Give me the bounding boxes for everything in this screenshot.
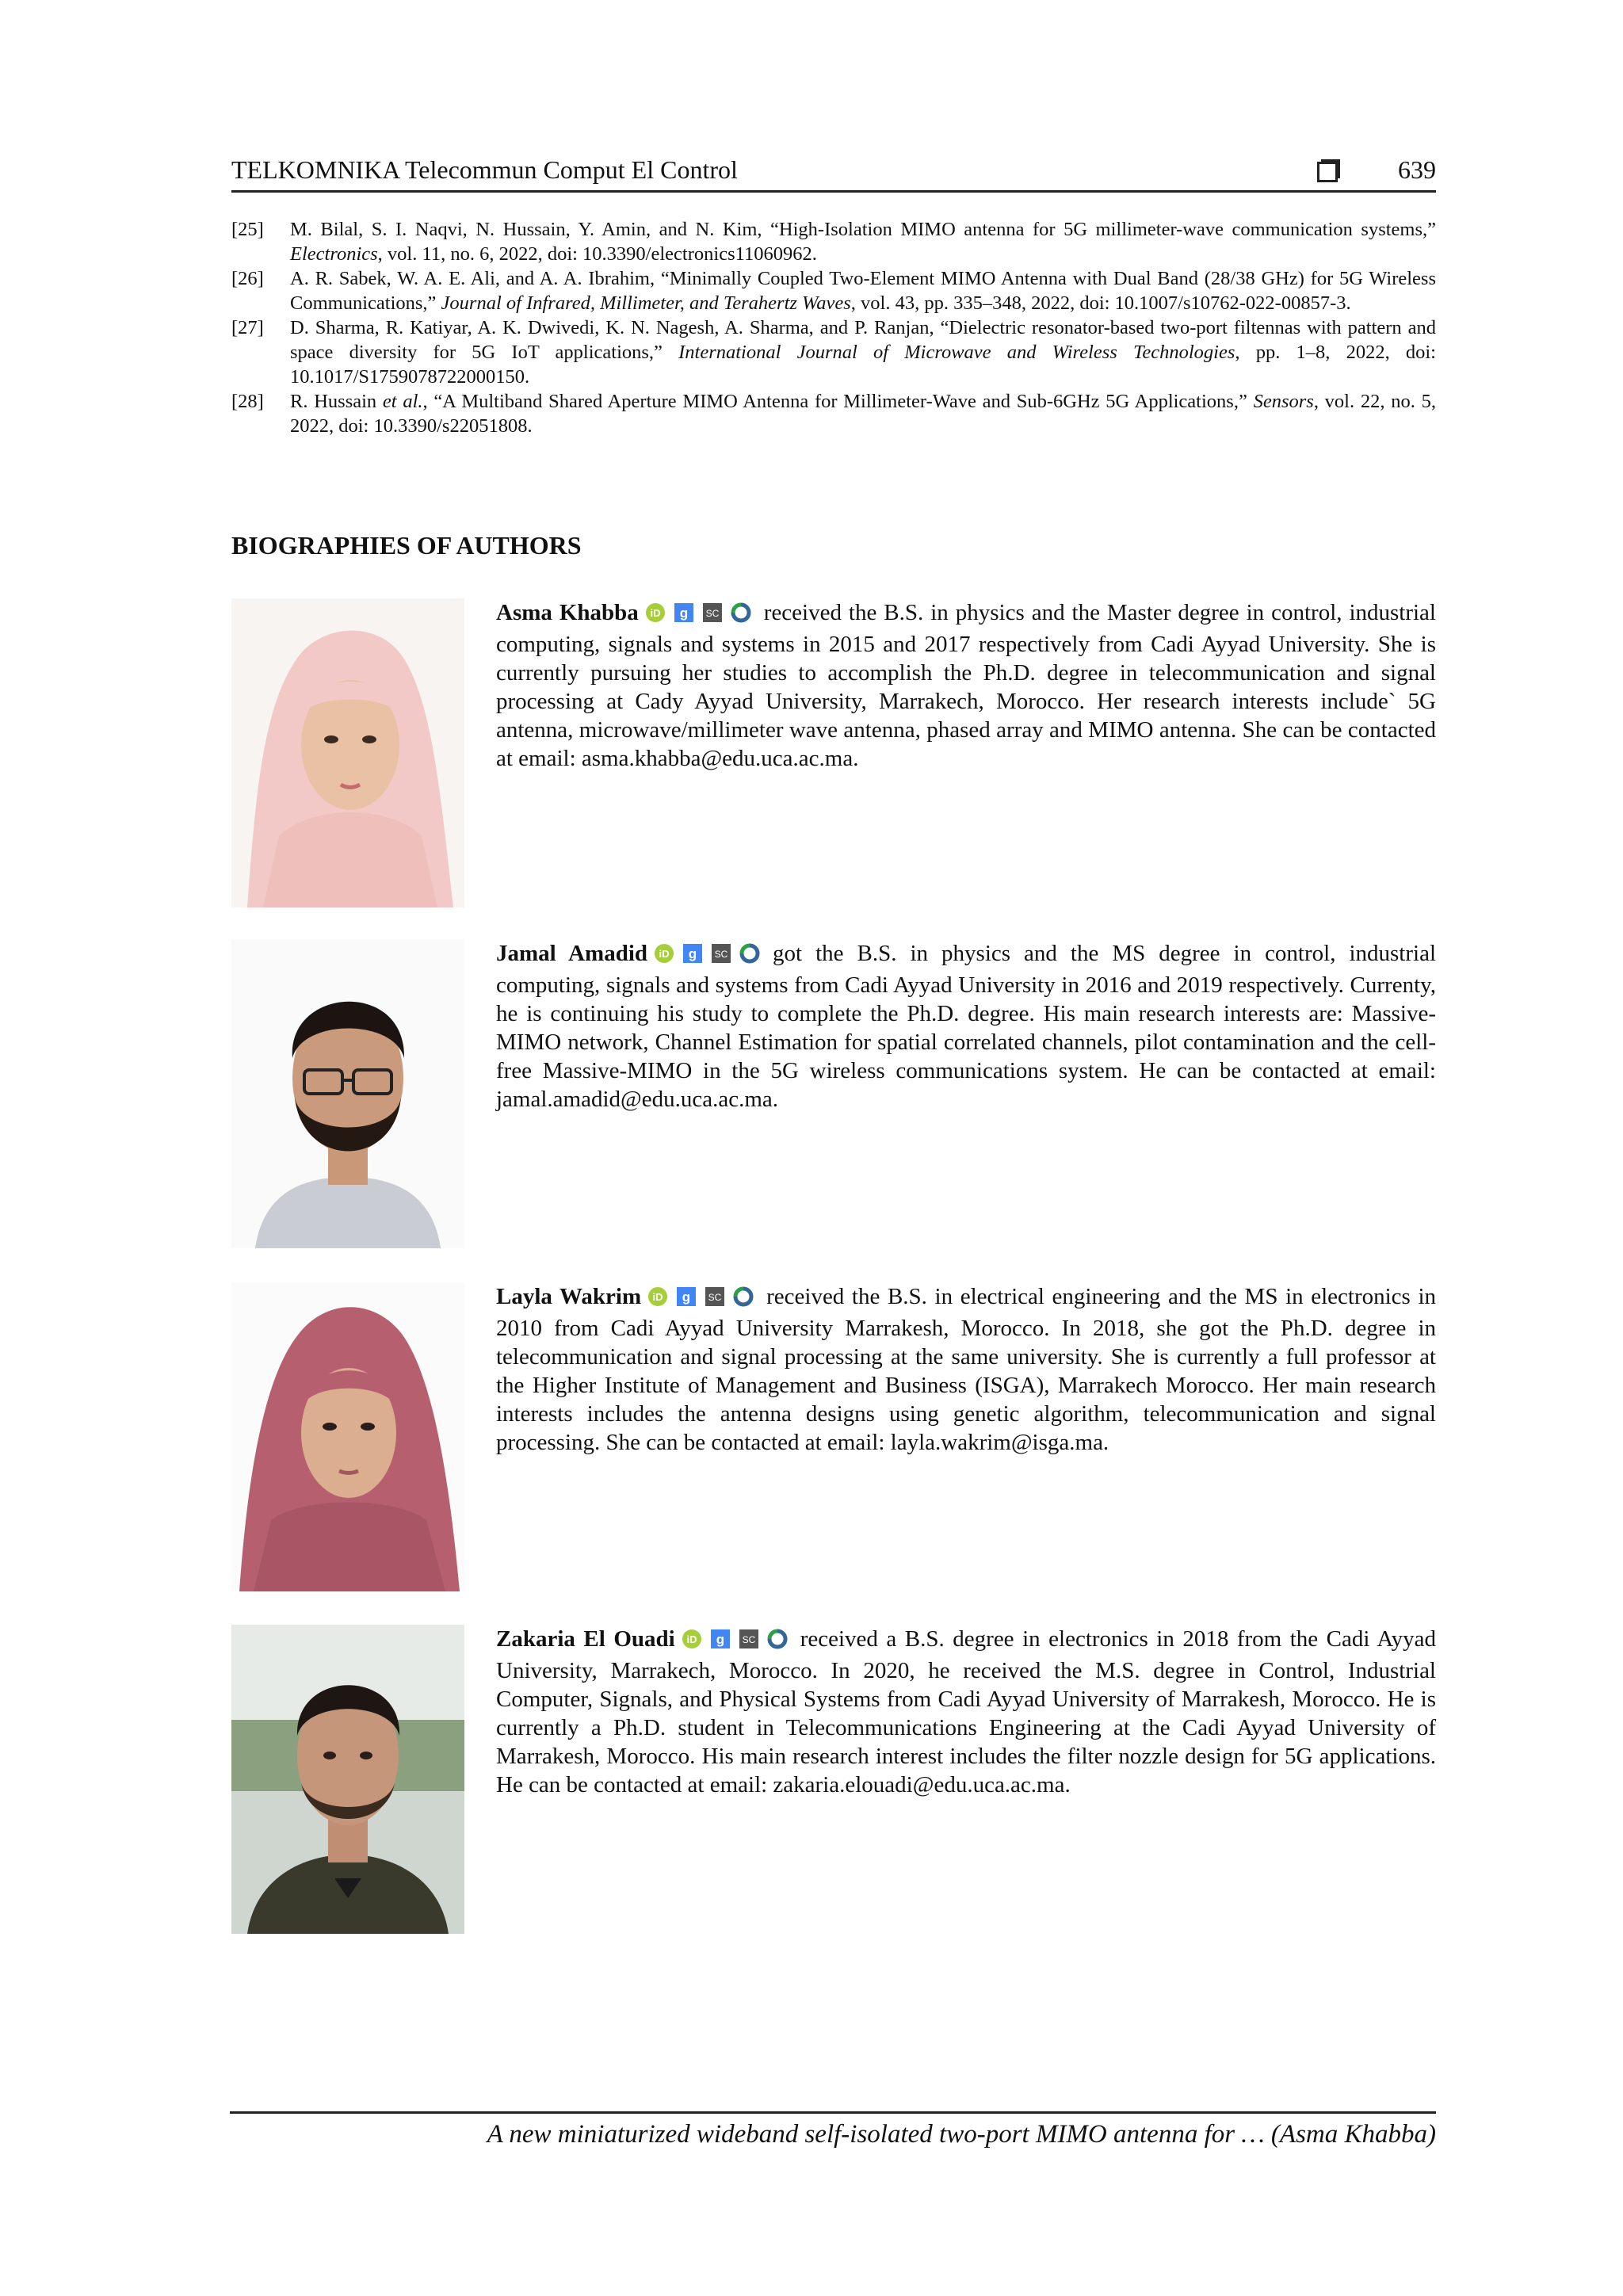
scopus-icon[interactable] — [702, 602, 723, 630]
svg-text:iD: iD — [650, 607, 661, 620]
section-title: BIOGRAPHIES OF AUTHORS — [231, 531, 582, 560]
author-photo — [231, 598, 464, 907]
running-title: A new miniaturized wideband self-isolated two-port MIMO antenna for … (Asma Khabba) — [487, 2120, 1436, 2149]
page-number: 639 — [1398, 155, 1436, 184]
svg-text:g: g — [679, 606, 688, 621]
svg-text:iD: iD — [659, 948, 670, 961]
orcid-icon[interactable] — [645, 602, 666, 630]
reference-number: [27] — [231, 317, 264, 338]
author-photo — [231, 939, 464, 1248]
author-profile-links — [645, 600, 759, 630]
reference-number: [25] — [231, 219, 264, 240]
google-scholar-icon[interactable] — [674, 602, 694, 630]
author-profile-links — [647, 1284, 762, 1314]
reference-number: [28] — [231, 391, 264, 412]
reference-item — [231, 315, 1436, 389]
reference-number: [26] — [231, 268, 264, 289]
svg-text:g: g — [716, 1632, 724, 1648]
google-scholar-icon[interactable] — [676, 1286, 697, 1314]
author-bio — [231, 598, 1436, 909]
author-bio-body: got the B.S. in physics and the MS degree in control, industrial computing, signals and systems from Cadi Ayyad University in 2016 and 2019 respectively. Currenty, he is continuing his study to complete the Ph.D. degree. His main research interests are: Massive-MIMO network, Channel Estimation for spatial correlated channels, pilot contamination and the cell-free Massive-MIMO in the 5G wireless communications system. He can be contacted at email: jamal.amadid@edu.uca.ac.ma. — [496, 941, 1436, 1113]
checkbox-square-icon — [1317, 162, 1338, 182]
author-profile-links — [654, 941, 768, 971]
author-bio — [231, 1625, 1436, 1935]
svg-text:SC: SC — [742, 1634, 756, 1646]
author-bio-body: received the B.S. in electrical engineering and the MS in electronics in 2010 from Cadi Ayyad University Marrakesh, Morocco. In 2018, she got the Ph.D. degree in telecommunication and signal processing at the same university. She is currently a full professor at the Higher Institute of Management and Business (ISGA), Marrakech Morocco. Her main research interests includes the antenna designs using genetic algorithm, telecommunication and signal processing. She can be contacted at email: layla.wakrim@isga.ma. — [496, 1284, 1437, 1456]
publons-icon[interactable] — [731, 602, 751, 630]
author-name: Zakaria El Ouadi — [496, 1626, 675, 1652]
author-bio-body: received a B.S. degree in electronics in 2018 from the Cadi Ayyad University, Marrakech, Morocco. In 2020, he received the M.S. degree in Control, Industrial Computer, Signals, and Physical Systems from Cadi Ayyad University of Marrakesh, Morocco. He is currently a Ph.D. student in Telecommunications Engineering at the Cadi Ayyad University of Marrakesh, Morocco. His main research interest includes the filter nozzle design for 5G applications. He can be contacted at email: zakaria.elouadi@edu.uca.ac.ma. — [496, 1626, 1437, 1798]
author-photo — [231, 1625, 464, 1934]
reference-text: R. Hussain et al., “A Multiband Shared Aperture MIMO Antenna for Millimeter-Wave and Sub-6GHz 5G Applications,” Sensors, vol. 22, no. 5, 2022, doi: 10.3390/s22051808. — [290, 391, 1436, 437]
google-scholar-icon[interactable] — [682, 942, 703, 971]
svg-text:g: g — [682, 1289, 691, 1305]
author-name: Jamal Amadid — [496, 941, 648, 966]
publons-icon[interactable] — [739, 942, 760, 971]
author-bio-body: received the B.S. in physics and the Master degree in control, industrial computing, signals and systems in 2015 and 2017 respectively from Cadi Ayyad University. She is currently pursuing her studies to accomplish the Ph.D. degree in telecommunication and signal processing at Cady Ayyad University, Marrakech, Morocco. Her research interests include` 5G antenna, microwave/millimeter wave antenna, phased array and MIMO antenna. She can be contacted at email: asma.khabba@edu.uca.ac.ma. — [496, 600, 1436, 772]
author-name: Layla Wakrim — [496, 1284, 642, 1309]
author-profile-links — [682, 1626, 796, 1656]
reference-text: D. Sharma, R. Katiyar, A. K. Dwivedi, K. N. Nagesh, A. Sharma, and P. Ranjan, “Dielectric resonator-based two-port filtennas with pattern and space diversity for 5G IoT applications,” International Journal of Microwave and Wireless Technologies, pp. 1–8, 2022, doi: 10.1017/S1759078722000150. — [290, 317, 1436, 388]
reference-item — [231, 217, 1436, 266]
page-footer — [230, 2111, 1436, 2149]
scopus-icon[interactable] — [705, 1286, 725, 1314]
author-photo — [231, 1282, 464, 1591]
publons-icon[interactable] — [733, 1286, 754, 1314]
page-header — [231, 155, 1436, 193]
reference-item — [231, 266, 1436, 315]
reference-list — [231, 217, 1436, 438]
author-bio-text — [496, 1282, 1436, 1457]
author-bio — [231, 1282, 1436, 1593]
google-scholar-icon[interactable] — [710, 1628, 731, 1656]
author-bio-text — [496, 1625, 1436, 1799]
reference-text: A. R. Sabek, W. A. E. Ali, and A. A. Ibrahim, “Minimally Coupled Two-Element MIMO Antenna with Dual Band (28/38 GHz) for 5G Wireless Communications,” Journal of Infrared, Millimeter, and Terahertz Waves, vol. 43, pp. 335–348, 2022, doi: 10.1007/s10762-022-00857-3. — [290, 268, 1436, 314]
svg-text:iD: iD — [652, 1291, 663, 1304]
orcid-icon[interactable] — [654, 942, 674, 971]
scopus-icon[interactable] — [739, 1628, 759, 1656]
svg-text:SC: SC — [714, 949, 728, 961]
orcid-icon[interactable] — [682, 1628, 702, 1656]
svg-text:SC: SC — [708, 1292, 722, 1304]
orcid-icon[interactable] — [647, 1286, 668, 1314]
reference-text: M. Bilal, S. I. Naqvi, N. Hussain, Y. Amin, and N. Kim, “High-Isolation MIMO antenna for 5G millimeter-wave communication systems,” Electronics, vol. 11, no. 6, 2022, doi: 10.3390/electronics11060962. — [290, 219, 1436, 265]
author-bio-text — [496, 598, 1436, 773]
author-name: Asma Khabba — [496, 600, 639, 625]
author-bio — [231, 939, 1436, 1250]
svg-text:SC: SC — [705, 608, 720, 620]
svg-text:g: g — [688, 946, 697, 962]
reference-item — [231, 389, 1436, 438]
journal-title: TELKOMNIKA Telecommun Comput El Control — [231, 155, 738, 184]
scopus-icon[interactable] — [711, 942, 731, 971]
publons-icon[interactable] — [767, 1628, 788, 1656]
author-bio-text — [496, 939, 1436, 1114]
svg-text:iD: iD — [686, 1633, 697, 1646]
